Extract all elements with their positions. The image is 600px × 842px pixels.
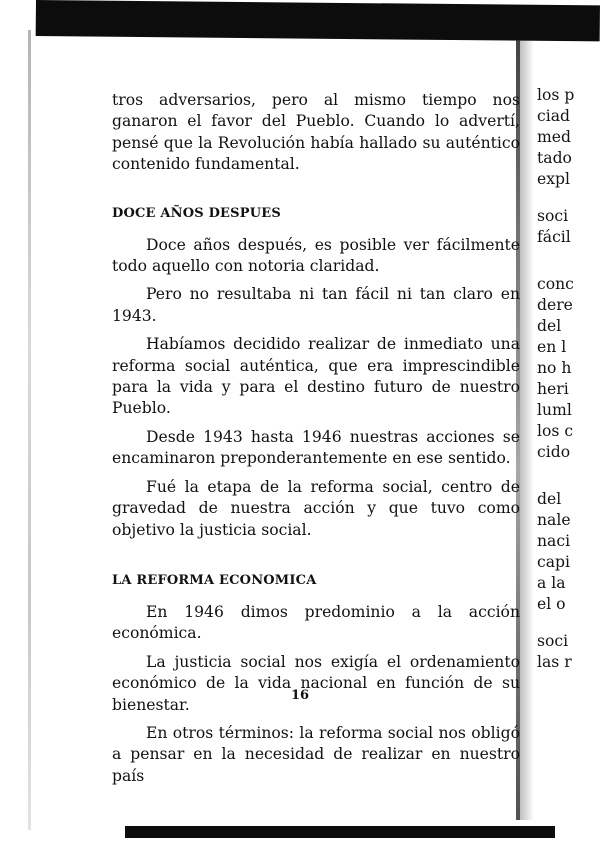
scan-top-border [36,0,600,41]
facing-page [535,0,600,842]
facing-page-fragment: luml [537,401,572,419]
facing-page-fragment: los c [537,422,574,440]
paragraph: Desde 1943 hasta 1946 nuestras acciones se encaminaron preponderantemente en ese sentido. [112,427,520,468]
paragraph: En 1946 dimos predominio a la acción económica. [112,602,520,643]
facing-page-fragment: nale [537,511,571,529]
paragraph: La justicia social nos exigía el ordenamiento económico de la vida nacional en función de su bienestar. [112,652,520,714]
scan-bottom-border [125,826,555,838]
facing-page-fragment: soci [537,632,569,650]
facing-page-fragment: cido [537,443,571,461]
facing-page-fragment: del [537,490,562,508]
paragraph: En otros términos: la reforma social nos obligó a pensar en la necesidad de realizar en nuestro país [112,723,520,785]
facing-page-fragment: med [537,128,571,146]
facing-page-fragment: conc [537,275,574,293]
paragraph: Doce años después, es posible ver fácilmente todo aquello con notoria claridad. [112,235,520,276]
facing-page-fragment: del [537,317,562,335]
section-heading-reforma-economica: LA REFORMA ECONOMICA [112,572,317,588]
facing-page-fragment: naci [537,532,571,550]
page-number: 16 [290,688,310,703]
facing-page-fragment: a la [537,574,566,592]
paragraph: Habíamos decidido realizar de inmediato una reforma social auténtica, que era imprescindible para la vida y para el destino futuro de nuestro Pueblo. [112,335,520,418]
spine-shadow [520,40,534,820]
section-heading-doce-anos: DOCE AÑOS DESPUES [112,205,281,221]
paragraph: Pero no resultaba ni tan fácil ni tan claro en 1943. [112,285,520,325]
facing-page-fragment: los p [537,86,575,104]
facing-page-fragment: heri [537,380,569,398]
facing-page-fragment: fácil [537,228,571,246]
facing-page-fragment: tado [537,149,572,167]
facing-page-fragment: expl [537,170,570,188]
facing-page-fragment: no h [537,359,572,377]
facing-page-fragment: el o [537,595,566,613]
facing-page-fragment: en l [537,338,567,356]
facing-page-fragment: soci [537,207,569,225]
scan-left-edge [28,30,31,830]
facing-page-fragment: dere [537,296,573,314]
paragraph: Fué la etapa de la reforma social, centro de gravedad de nuestra acción y que tuvo como objetivo la justicia social. [112,477,520,539]
facing-page-fragment: capi [537,553,570,571]
facing-page-fragment: ciad [537,107,570,125]
paragraph-continuation: tros adversarios, pero al mismo tiempo nos ganaron el favor del Pueblo. Cuando lo advertí, pensé que la Revolución había hallado su auténtico contenido fundamental. [112,91,520,174]
facing-page-fragment: las r [537,653,572,671]
